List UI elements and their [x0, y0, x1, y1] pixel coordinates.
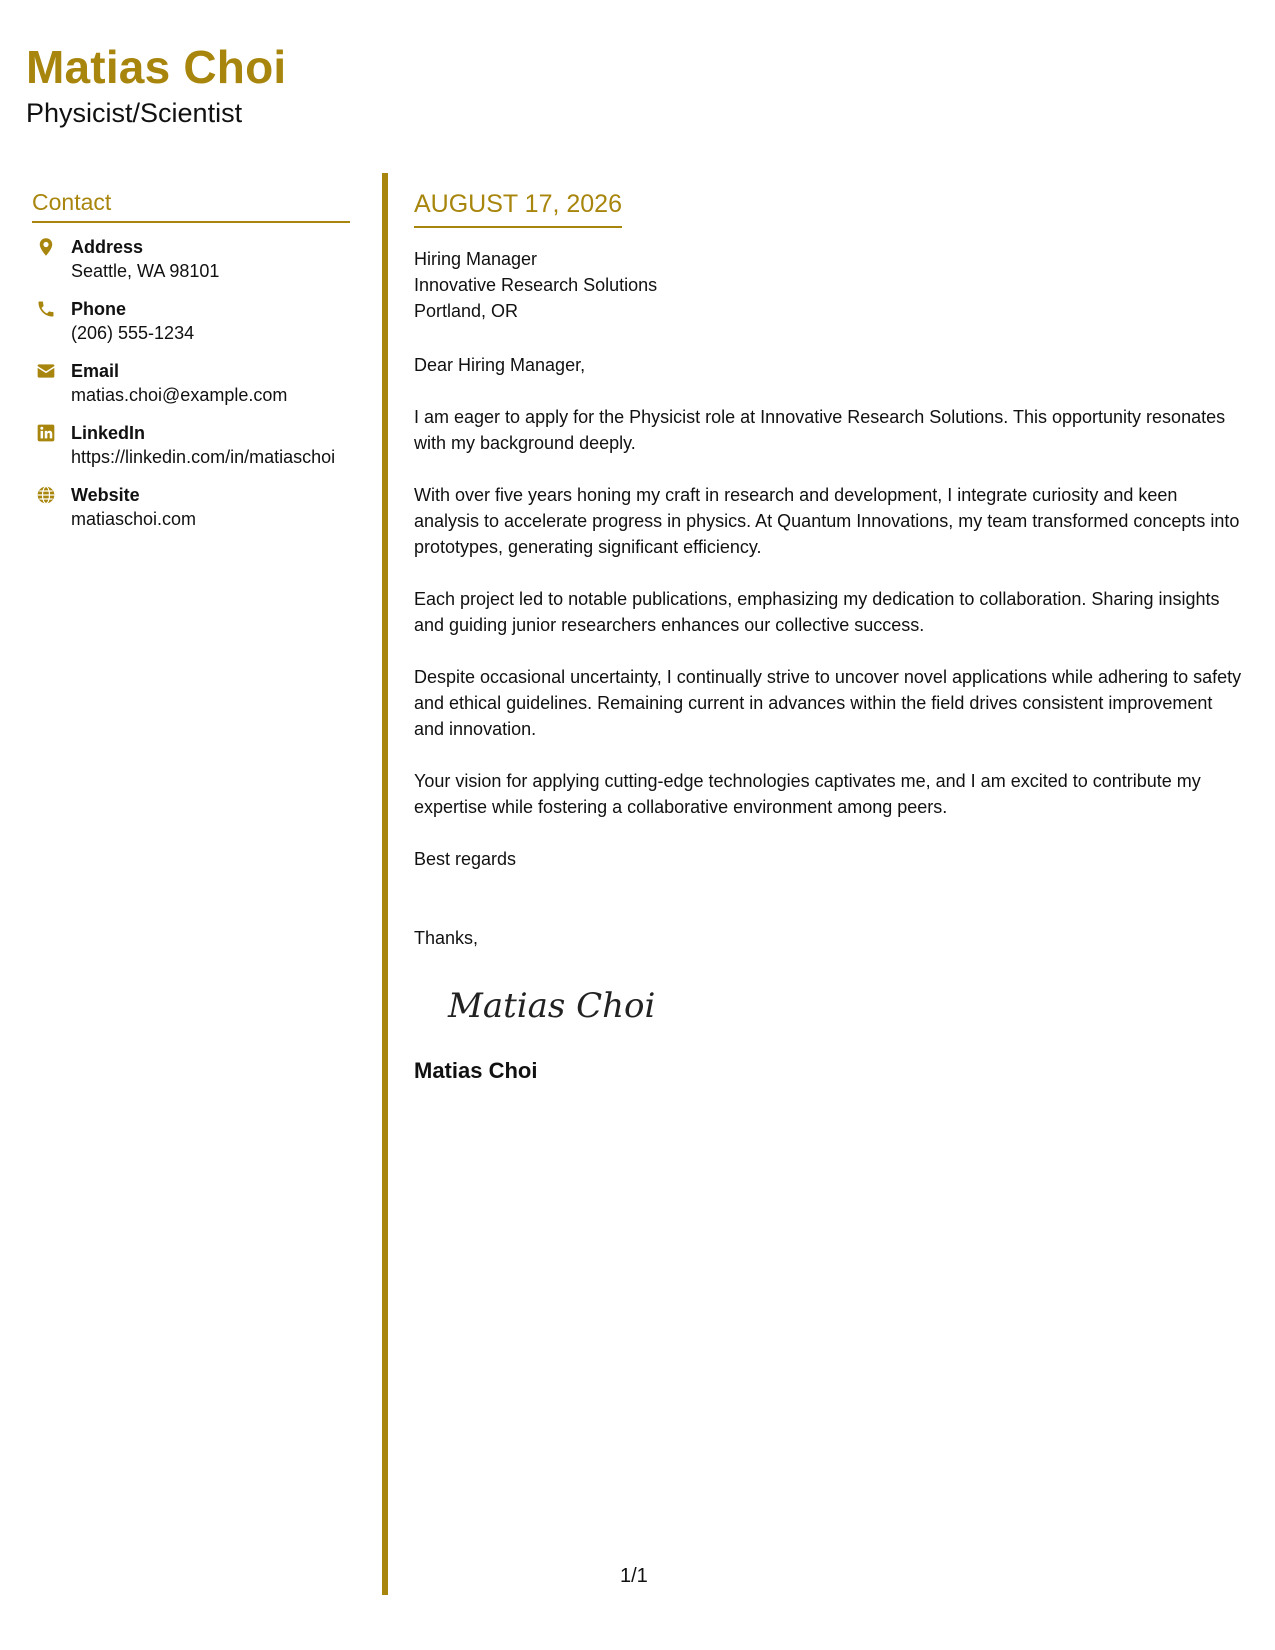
- signer-name: Matias Choi: [414, 1057, 538, 1083]
- vertical-divider: [382, 173, 388, 1595]
- globe-icon: [35, 484, 57, 506]
- applicant-name: Matias Choi: [26, 41, 287, 93]
- contact-label: Website: [71, 485, 140, 506]
- contact-item-address: [32, 235, 350, 284]
- page-number: 1/1: [620, 1565, 648, 1587]
- recipient-location: Portland, OR: [414, 300, 519, 321]
- contact-value[interactable]: https://linkedin.com/in/matiaschoi: [71, 447, 336, 468]
- paragraph: Despite occasional uncertainty, I continually strive to uncover novel applications while adhering to safety and ethical guidelines. Remaining current in advances within the field drives consistent improvement and innovation.: [414, 666, 1242, 739]
- phone-icon: [35, 298, 57, 320]
- contact-label: Phone: [71, 299, 127, 320]
- applicant-title: Physicist/Scientist: [26, 98, 243, 128]
- letter-date: AUGUST 17, 2026: [414, 190, 622, 228]
- paragraph: I am eager to apply for the Physicist role at Innovative Research Solutions. This opportunity resonates with my background deeply.: [414, 406, 1226, 453]
- paragraph: With over five years honing my craft in research and development, I integrate curiosity and keen analysis to accelerate progress in physics. At Quantum Innovations, my team transformed concepts into prototypes, generating significant efficiency.: [414, 484, 1240, 557]
- contact-value[interactable]: matiaschoi.com: [71, 509, 197, 530]
- contact-value: matias.choi@example.com: [71, 385, 288, 406]
- contact-value: (206) 555-1234: [71, 323, 195, 344]
- contact-item-phone: [32, 297, 350, 346]
- letter-body: [414, 190, 1244, 1085]
- contact-sidebar: [32, 190, 350, 545]
- recipient-name: Hiring Manager: [414, 248, 538, 269]
- map-pin-icon: [35, 236, 57, 258]
- contact-label: Email: [71, 361, 120, 382]
- contact-item-linkedin: [32, 421, 350, 470]
- recipient-block: [414, 246, 1244, 324]
- contact-heading: Contact: [32, 190, 350, 223]
- paragraph: Each project led to notable publications, emphasizing my dedication to collaboration. Sharing insights and guiding junior researchers enhances our collective success.: [414, 588, 1220, 635]
- contact-item-email: [32, 359, 350, 408]
- paragraph: Your vision for applying cutting-edge technologies captivates me, and I am excited to contribute my expertise while fostering a collaborative environment among peers.: [414, 770, 1201, 817]
- contact-label: Address: [71, 237, 144, 258]
- contact-item-website: [32, 483, 350, 532]
- envelope-icon: [35, 360, 57, 382]
- recipient-company: Innovative Research Solutions: [414, 274, 658, 295]
- signature-text: Matias Choi: [448, 985, 656, 1026]
- contact-value: Seattle, WA 98101: [71, 261, 220, 282]
- closing: Best regards: [414, 848, 517, 869]
- thanks-line: Thanks,: [414, 927, 479, 948]
- signature-image: [446, 977, 1244, 1035]
- salutation: Dear Hiring Manager,: [414, 354, 586, 375]
- linkedin-icon: [35, 422, 57, 444]
- contact-label: LinkedIn: [71, 423, 146, 444]
